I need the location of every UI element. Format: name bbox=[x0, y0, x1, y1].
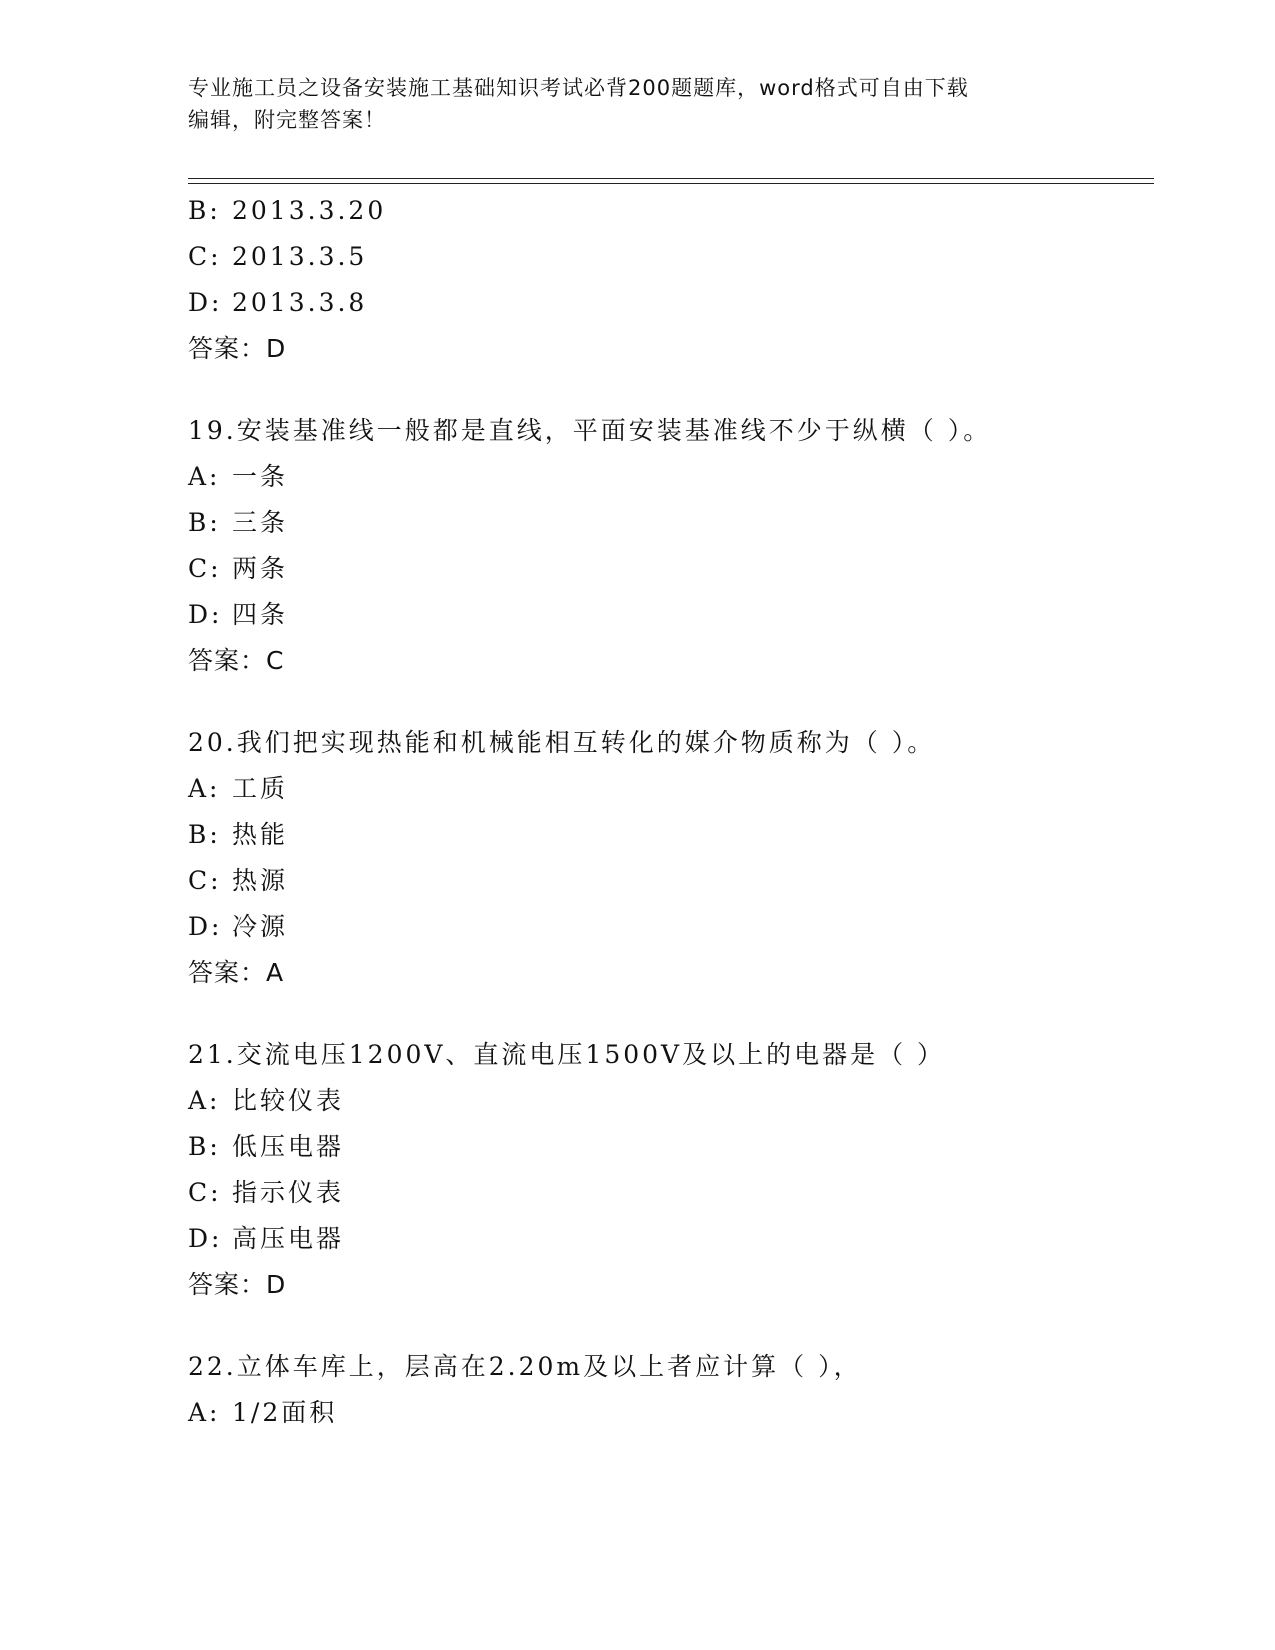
option-label: C: bbox=[188, 866, 222, 895]
spacer bbox=[188, 1308, 1148, 1344]
spacer bbox=[188, 684, 1148, 720]
document-header bbox=[188, 72, 1068, 136]
question-stem: 22.立体车库上，层高在2.20m及以上者应计算（ ）， bbox=[188, 1352, 862, 1381]
header-title-line-2: 编辑，附完整答案！ bbox=[188, 108, 386, 132]
option-label: A: bbox=[188, 1086, 221, 1115]
option-row bbox=[188, 858, 1148, 904]
option-label: D: bbox=[188, 912, 223, 941]
option-text: 热源 bbox=[232, 866, 289, 895]
answer-line: 答案：C bbox=[188, 646, 285, 675]
option-label: C: bbox=[188, 242, 222, 271]
option-text: 三条 bbox=[232, 508, 289, 537]
option-row bbox=[188, 500, 1148, 546]
option-row bbox=[188, 1390, 1148, 1436]
option-label: B: bbox=[188, 196, 221, 225]
option-label: A: bbox=[188, 1398, 221, 1427]
option-text: 高压电器 bbox=[232, 1224, 345, 1253]
option-row bbox=[188, 592, 1148, 638]
answer-line: 答案：D bbox=[188, 334, 287, 363]
option-row bbox=[188, 280, 1148, 326]
option-label: B: bbox=[188, 1132, 221, 1161]
question-stem: 20.我们把实现热能和机械能相互转化的媒介物质称为（ ）。 bbox=[188, 728, 936, 757]
option-label: B: bbox=[188, 820, 221, 849]
answer-line: 答案：D bbox=[188, 1270, 287, 1299]
option-text: 2013.3.5 bbox=[232, 242, 368, 271]
option-label: A: bbox=[188, 774, 221, 803]
option-label: D: bbox=[188, 600, 223, 629]
option-label: C: bbox=[188, 554, 222, 583]
option-row bbox=[188, 904, 1148, 950]
spacer bbox=[188, 372, 1148, 408]
option-text: 四条 bbox=[232, 600, 289, 629]
option-row bbox=[188, 1124, 1148, 1170]
option-text: 1/2面积 bbox=[232, 1398, 338, 1427]
option-row bbox=[188, 234, 1148, 280]
option-label: B: bbox=[188, 508, 221, 537]
option-row bbox=[188, 1078, 1148, 1124]
option-row bbox=[188, 546, 1148, 592]
option-text: 热能 bbox=[232, 820, 289, 849]
option-text: 2013.3.8 bbox=[232, 288, 368, 317]
option-row bbox=[188, 188, 1148, 234]
option-row bbox=[188, 1170, 1148, 1216]
option-text: 两条 bbox=[232, 554, 289, 583]
option-label: C: bbox=[188, 1178, 222, 1207]
question-stem: 21.交流电压1200V、直流电压1500V及以上的电器是（ ） bbox=[188, 1040, 946, 1069]
header-title-line-1: 专业施工员之设备安装施工基础知识考试必背200题题库，word格式可自由下载 bbox=[188, 76, 969, 100]
question-content bbox=[188, 188, 1148, 1436]
option-label: D: bbox=[188, 288, 223, 317]
option-row bbox=[188, 454, 1148, 500]
option-text: 冷源 bbox=[232, 912, 289, 941]
option-label: A: bbox=[188, 462, 221, 491]
question-stem: 19.安装基准线一般都是直线，平面安装基准线不少于纵横（ ）。 bbox=[188, 416, 992, 445]
option-text: 指示仪表 bbox=[232, 1178, 345, 1207]
option-text: 工质 bbox=[232, 774, 289, 803]
option-text: 2013.3.20 bbox=[232, 196, 387, 225]
option-row bbox=[188, 766, 1148, 812]
header-divider-bottom bbox=[188, 183, 1154, 184]
spacer bbox=[188, 996, 1148, 1032]
answer-line: 答案：A bbox=[188, 958, 285, 987]
option-row bbox=[188, 1216, 1148, 1262]
option-text: 一条 bbox=[232, 462, 289, 491]
option-text: 比较仪表 bbox=[232, 1086, 345, 1115]
header-divider-top bbox=[188, 178, 1154, 179]
option-row bbox=[188, 812, 1148, 858]
option-text: 低压电器 bbox=[232, 1132, 345, 1161]
option-label: D: bbox=[188, 1224, 223, 1253]
